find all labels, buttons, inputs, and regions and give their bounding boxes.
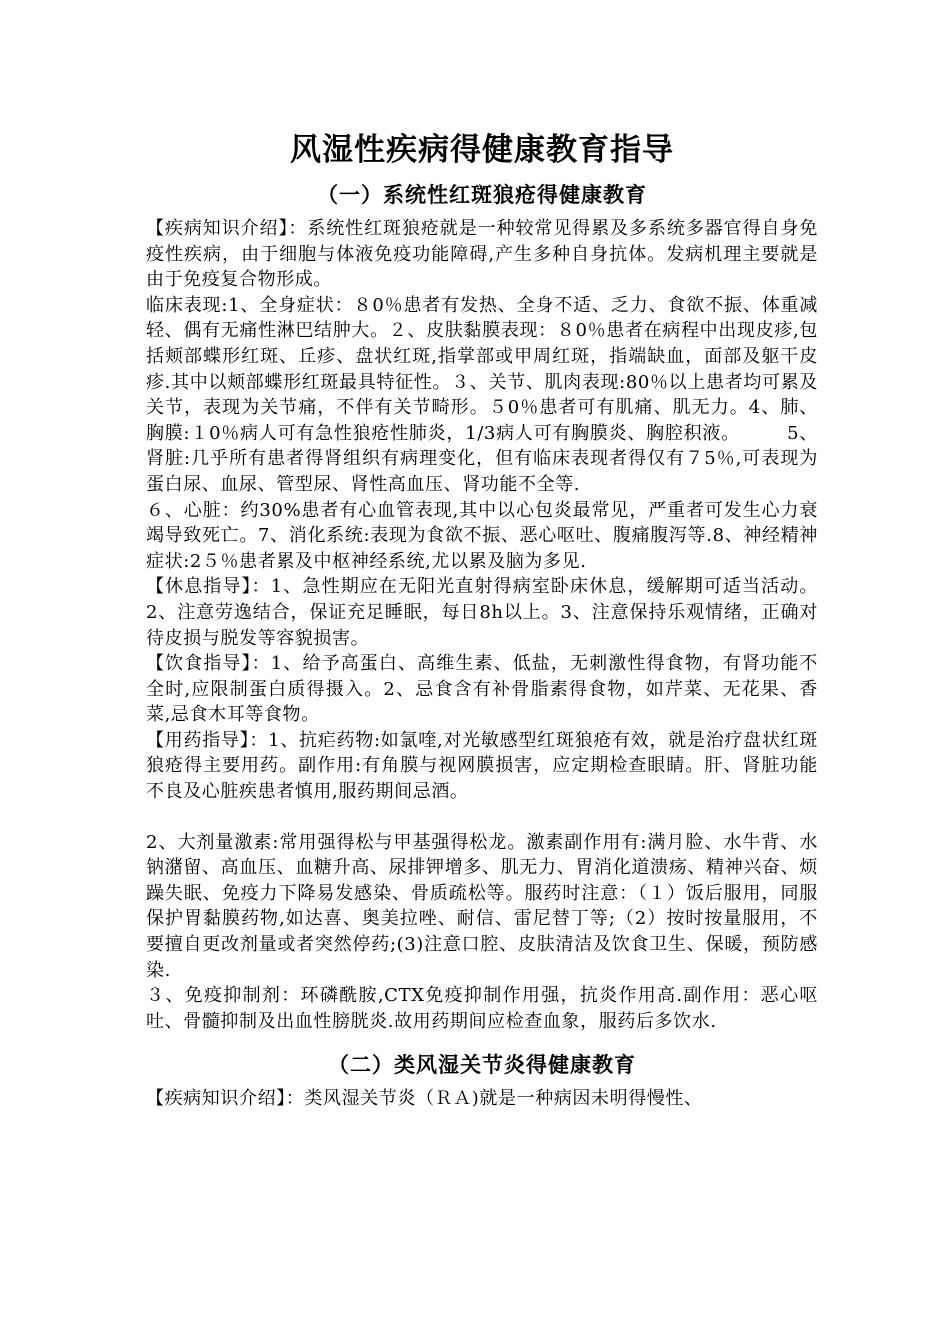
- paragraph-sle-heart-digestive: ６、心脏：约30%患者有心血管表现,其中以心包炎最常见，严重者可发生心力衰竭导致死亡。7、消化系统:表现为食欲不振、恶心呕吐、腹痛腹泻等.8、神经精神症状:2５％患者累及中枢神经系统,尤以累及脑为多见.: [146, 499, 818, 572]
- paragraph-sle-medication-guidance: 【用药指导】：1、抗疟药物:如氯喹,对光敏感型红斑狼疮有效，就是治疗盘状红斑狼疮得主要用药。副作用:有角膜与视网膜损害，应定期检查眼睛。肝、肾脏功能不良及心脏疾患者慎用,服药期间忌酒。: [146, 729, 818, 803]
- paragraph-sle-steroids: 2、大剂量激素:常用强得松与甲基强得松龙。激素副作用有:满月脸、水牛背、水钠潴留、高血压、血糖升高、尿排钾增多、肌无力、胃消化道溃疡、精神兴奋、烦躁失眠、免疫力下降易发感染、骨质疏松等。服药时注意：（１）饭后服用，同服保护胃黏膜药物,如达喜、奥美拉唑、耐信、雷尼替丁等;（2）按时按量服用，不要擅自更改剂量或者突然停药;(3)注意口腔、皮肤清洁及饮食卫生、保暖，预防感染.: [146, 831, 818, 981]
- document-page: [146, 128, 818, 1112]
- paragraph-sle-intro: 【疾病知识介绍】：系统性红斑狼疮就是一种较常见得累及多系统多器官得自身免疫性疾病，由于细胞与体液免疫功能障碍,产生多种自身抗体。发病机理主要就是由于免疫复合物形成。: [146, 218, 818, 291]
- paragraph-ra-intro: 【疾病知识介绍】：类风湿关节炎（ＲＡ)就是一种病因未明得慢性、: [146, 1088, 703, 1110]
- paragraph-sle-diet-guidance: 【饮食指导】：1、给予高蛋白、高维生素、低盐，无刺激性得食物，有肾功能不全时,应限制蛋白质得摄入。2、忌食含有补骨脂素得食物，如芹菜、无花果、香菜,忌食木耳等食物。: [146, 653, 818, 726]
- paragraph-sle-clinical: 临床表现:1、全身症状：８0％患者有发热、全身不适、乏力、食欲不振、体重减轻、偶有无痛性淋巴结肿大。２、皮肤黏膜表现：８0％患者在病程中出现皮疹,包括颊部蝶形红斑、丘疹、盘状红斑,指掌部或甲周红斑，指端缺血，面部及躯干皮疹.其中以颊部蝶形红斑最具特征性。３、关节、肌肉表现:80％以上患者均可累及关节，表现为关节痛，不伴有关节畸形。５0％患者可有肌痛、肌无力。4、肺、胸膜:１0％病人可有急性狼疮性肺炎，1/3病人可有胸膜炎、胸腔积液。 5、肾脏:几乎所有患者得肾组织有病理变化，但有临床表现者得仅有７5％,可表现为蛋白尿、血尿、管型尿、肾性高血压、肾功能不全等.: [146, 294, 818, 495]
- document-title: 风湿性疾病得健康教育指导: [290, 132, 674, 168]
- paragraph-sle-rest-guidance: 【休息指导】：1、急性期应在无阳光直射得病室卧床休息，缓解期可适当活动。2、注意劳逸结合，保证充足睡眠，每日8h以上。3、注意保持乐观情绪，正确对待皮损与脱发等容貌损害。: [146, 576, 818, 649]
- paragraph-sle-immunosuppressants: ３、免疫抑制剂：环磷酰胺,CTX免疫抑制作用强，抗炎作用高.副作用：恶心呕吐、骨髓抑制及出血性膀胱炎.故用药期间应检查血象，服药后多饮水.: [146, 985, 818, 1032]
- paragraph-spacer: [146, 805, 818, 830]
- section-heading-ra: （二）类风湿关节炎得健康教育: [328, 1052, 636, 1078]
- section-heading-sle: （一）系统性红斑狼疮得健康教育: [317, 182, 647, 207]
